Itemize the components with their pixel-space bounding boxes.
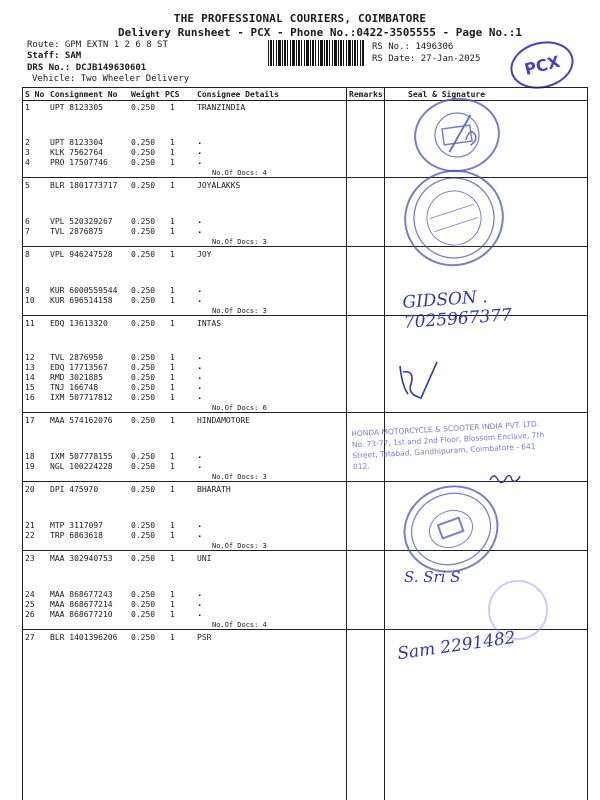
- cell-consignee: UNI: [197, 554, 212, 563]
- cell-cons: MAA 868677243: [50, 590, 113, 599]
- cell-consignee: .: [197, 226, 203, 236]
- pcx-stamp: PCX: [505, 35, 578, 95]
- cell-sno: 23: [25, 554, 35, 563]
- group-separator: [22, 177, 587, 178]
- docs-count: No.Of Docs: 3: [212, 238, 267, 246]
- cell-sno: 5: [25, 181, 30, 190]
- cell-sno: 17: [25, 416, 35, 425]
- cell-sno: 21: [25, 521, 35, 530]
- cell-pcs: 1: [170, 286, 175, 295]
- cell-wt: 0.250: [131, 462, 156, 471]
- cell-consignee: .: [197, 216, 203, 226]
- cell-cons: NGL 100224228: [50, 462, 113, 471]
- cell-sno: 8: [25, 250, 30, 259]
- cell-wt: 0.250: [131, 227, 156, 236]
- cell-pcs: 1: [170, 610, 175, 619]
- cell-pcs: 1: [170, 521, 175, 530]
- cell-sno: 25: [25, 600, 35, 609]
- table-header-rule: [22, 100, 587, 101]
- cell-pcs: 1: [170, 181, 175, 190]
- cell-sno: 6: [25, 217, 30, 226]
- cell-consignee: .: [197, 451, 203, 461]
- round-seal-icon: [398, 163, 510, 273]
- cell-sno: 4: [25, 158, 30, 167]
- cell-pcs: 1: [170, 319, 175, 328]
- cell-cons: VPL 520329267: [50, 217, 113, 226]
- cell-cons: TRP 6863618: [50, 531, 103, 540]
- cell-wt: 0.250: [131, 250, 156, 259]
- vehicle-label: Vehicle: Two Wheeler Delivery: [32, 74, 190, 84]
- table-top-rule: [22, 87, 587, 88]
- cell-wt: 0.250: [131, 633, 156, 642]
- cell-consignee: .: [197, 147, 203, 157]
- col-pcs: PCS: [165, 90, 180, 99]
- cell-pcs: 1: [170, 217, 175, 226]
- staff-label: Staff: SAM: [27, 51, 82, 61]
- remarks-divider: [346, 87, 347, 800]
- cell-consignee: .: [197, 295, 203, 305]
- barcode: [268, 40, 364, 66]
- cell-pcs: 1: [170, 227, 175, 236]
- cell-consignee: .: [197, 609, 203, 619]
- table-right-rule: [587, 87, 588, 800]
- cell-sno: 9: [25, 286, 30, 295]
- cell-consignee: .: [197, 382, 203, 392]
- cell-sno: 19: [25, 462, 35, 471]
- cell-wt: 0.250: [131, 286, 156, 295]
- cell-cons: IXM 507717812: [50, 393, 113, 402]
- cell-sno: 16: [25, 393, 35, 402]
- cell-wt: 0.250: [131, 600, 156, 609]
- cell-pcs: 1: [170, 452, 175, 461]
- cell-pcs: 1: [170, 462, 175, 471]
- cell-pcs: 1: [170, 373, 175, 382]
- docs-count: No.Of Docs: 4: [212, 169, 267, 177]
- cell-cons: PRO 17507746: [50, 158, 108, 167]
- cell-pcs: 1: [170, 600, 175, 609]
- cell-pcs: 1: [170, 383, 175, 392]
- cell-sno: 2: [25, 138, 30, 147]
- cell-cons: BLR 1401396206: [50, 633, 118, 642]
- cell-wt: 0.250: [131, 590, 156, 599]
- cell-consignee: .: [197, 362, 203, 372]
- cell-pcs: 1: [170, 590, 175, 599]
- cell-sno: 26: [25, 610, 35, 619]
- cell-wt: 0.250: [131, 452, 156, 461]
- cell-cons: MTP 3117097: [50, 521, 103, 530]
- cell-cons: MAA 574162076: [50, 416, 113, 425]
- col-weight: Weight: [131, 90, 160, 99]
- docs-count: No.Of Docs: 3: [212, 473, 267, 481]
- cell-wt: 0.250: [131, 103, 156, 112]
- col-remarks: Remarks: [349, 90, 383, 99]
- company-seal-stamp: [409, 92, 504, 177]
- cell-cons: BLR 1801773717: [50, 181, 118, 190]
- cell-cons: VPL 946247528: [50, 250, 113, 259]
- cell-consignee: .: [197, 599, 203, 609]
- cell-cons: RMD 3021885: [50, 373, 103, 382]
- cell-wt: 0.250: [131, 521, 156, 530]
- cell-consignee: BHARATH: [197, 485, 231, 494]
- cell-cons: DPI 475970: [50, 485, 99, 494]
- signature-group4-icon: [395, 358, 455, 408]
- cell-sno: 1: [25, 103, 30, 112]
- cell-pcs: 1: [170, 531, 175, 540]
- drs-number: DRS No.: DCJB149630601: [27, 63, 147, 73]
- cell-consignee: .: [197, 530, 203, 540]
- cell-pcs: 1: [170, 138, 175, 147]
- docs-count: No.Of Docs: 3: [212, 542, 267, 550]
- honda-stamp: HONDA MOTORCYCLE & SCOOTER INDIA PVT. LTD. No. 73-77, 1st and 2nd Floor, Blossom Enclave, 7th Street, Tatabad, Gandhipuram, Coimbatore - 641 012.: [351, 419, 545, 472]
- cell-cons: KUR 6000559544: [50, 286, 118, 295]
- cell-consignee: .: [197, 461, 203, 471]
- cell-wt: 0.250: [131, 181, 156, 190]
- cell-pcs: 1: [170, 363, 175, 372]
- cell-sno: 14: [25, 373, 35, 382]
- docs-count: No.Of Docs: 6: [212, 404, 267, 412]
- joyalukkas-seal-stamp: [392, 157, 517, 279]
- cell-wt: 0.250: [131, 531, 156, 540]
- cell-consignee: JOYALAKKS: [197, 181, 241, 190]
- cell-sno: 22: [25, 531, 35, 540]
- col-sno: S No: [25, 90, 45, 99]
- group-separator: [22, 412, 587, 413]
- cell-cons: MAA 868677210: [50, 610, 113, 619]
- cell-consignee: .: [197, 285, 203, 295]
- cell-pcs: 1: [170, 353, 175, 362]
- cell-pcs: 1: [170, 554, 175, 563]
- cell-consignee: .: [197, 589, 203, 599]
- cell-cons: TNJ 166748: [50, 383, 99, 392]
- cell-cons: IXM 507778155: [50, 452, 113, 461]
- cell-wt: 0.250: [131, 353, 156, 362]
- rs-date: RS Date: 27-Jan-2025: [372, 54, 481, 64]
- cell-pcs: 1: [170, 148, 175, 157]
- cell-wt: 0.250: [131, 148, 156, 157]
- docs-count: No.Of Docs: 4: [212, 621, 267, 629]
- cell-cons: TVL 2876875: [50, 227, 103, 236]
- cell-cons: MAA 868677214: [50, 600, 113, 609]
- cell-pcs: 1: [170, 633, 175, 642]
- company-title: THE PROFESSIONAL COURIERS, COIMBATORE: [173, 12, 427, 25]
- cell-cons: EDQ 17713567: [50, 363, 108, 372]
- cell-wt: 0.250: [131, 393, 156, 402]
- cell-consignee: INTAS: [197, 319, 222, 328]
- cell-consignee: .: [197, 352, 203, 362]
- cell-wt: 0.250: [131, 554, 156, 563]
- cell-cons: EDQ 13613320: [50, 319, 108, 328]
- cell-wt: 0.250: [131, 610, 156, 619]
- round-seal-icon: [398, 479, 505, 580]
- cell-consignee: .: [197, 392, 203, 402]
- cell-sno: 24: [25, 590, 35, 599]
- cell-pcs: 1: [170, 158, 175, 167]
- col-seal-signature: Seal & Signature: [408, 90, 486, 99]
- seal-emblem-icon: [424, 107, 490, 163]
- cell-sno: 12: [25, 353, 35, 362]
- cell-wt: 0.250: [131, 158, 156, 167]
- signature-group3: GIDSON . 7025967377: [401, 286, 513, 333]
- cell-sno: 10: [25, 296, 35, 305]
- cell-sno: 18: [25, 452, 35, 461]
- cell-sno: 11: [25, 319, 35, 328]
- rs-number: RS No.: 1496306: [372, 42, 454, 52]
- signature-group6: S. Sri S: [404, 568, 461, 586]
- cell-consignee: HINDAMOTORE: [197, 416, 250, 425]
- cell-sno: 20: [25, 485, 35, 494]
- cell-consignee: .: [197, 157, 203, 167]
- cell-cons: MAA 302940753: [50, 554, 113, 563]
- signature-group7: Sam 2291482: [396, 627, 517, 665]
- cell-wt: 0.250: [131, 416, 156, 425]
- cell-wt: 0.250: [131, 373, 156, 382]
- cell-wt: 0.250: [131, 485, 156, 494]
- cell-consignee: TRANZINDIA: [197, 103, 246, 112]
- signature-group5-icon: [488, 470, 522, 484]
- cell-wt: 0.250: [131, 363, 156, 372]
- cell-sno: 3: [25, 148, 30, 157]
- cell-wt: 0.250: [131, 319, 156, 328]
- cell-sno: 15: [25, 383, 35, 392]
- cell-cons: UPT 8123304: [50, 138, 103, 147]
- cell-sno: 7: [25, 227, 30, 236]
- route-label: Route: GPM EXTN 1 2 6 8 ST: [27, 40, 168, 50]
- cell-pcs: 1: [170, 485, 175, 494]
- table-left-rule: [22, 87, 23, 800]
- cell-sno: 13: [25, 363, 35, 372]
- cell-cons: TVL 2876950: [50, 353, 103, 362]
- cell-cons: UPT 8123305: [50, 103, 103, 112]
- cell-sno: 27: [25, 633, 35, 642]
- cell-pcs: 1: [170, 250, 175, 259]
- cell-consignee: .: [197, 137, 203, 147]
- cell-pcs: 1: [170, 296, 175, 305]
- cell-consignee: .: [197, 372, 203, 382]
- cell-cons: KUR 696514158: [50, 296, 113, 305]
- cell-consignee: JOY: [197, 250, 212, 259]
- cell-pcs: 1: [170, 416, 175, 425]
- cell-pcs: 1: [170, 393, 175, 402]
- cell-cons: KLK 7562764: [50, 148, 103, 157]
- cell-wt: 0.250: [131, 383, 156, 392]
- col-consignee: Consignee Details: [197, 90, 279, 99]
- cell-pcs: 1: [170, 103, 175, 112]
- runsheet-subtitle: Delivery Runsheet - PCX - Phone No.:0422-3505555 - Page No.:1: [118, 26, 522, 39]
- cell-wt: 0.250: [131, 138, 156, 147]
- cell-consignee: .: [197, 520, 203, 530]
- cell-wt: 0.250: [131, 217, 156, 226]
- docs-count: No.Of Docs: 3: [212, 307, 267, 315]
- cell-consignee: PSR: [197, 633, 212, 642]
- col-consignment: Consignment No: [50, 90, 118, 99]
- cell-wt: 0.250: [131, 296, 156, 305]
